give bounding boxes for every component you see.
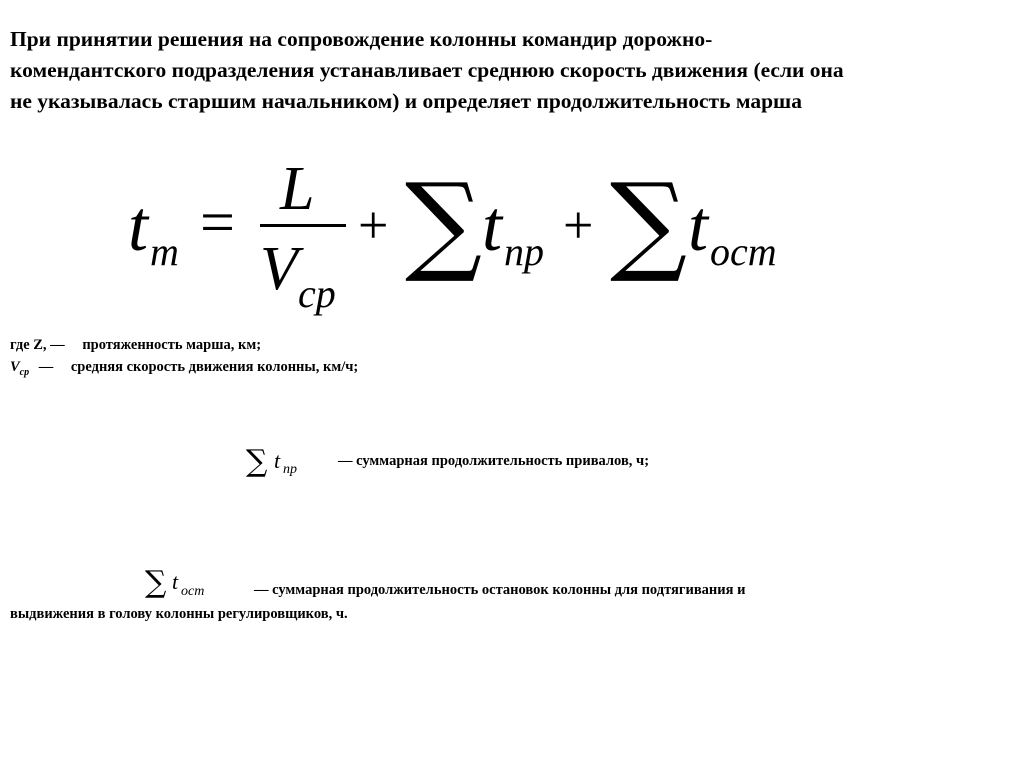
lhs-subscript: m bbox=[150, 229, 179, 274]
definition-rest-sub: пр bbox=[283, 462, 297, 477]
plus-sign-2: + bbox=[563, 195, 594, 255]
numerator-L: L bbox=[280, 155, 315, 223]
term1-t: t bbox=[482, 186, 503, 266]
definition-rest-var: t bbox=[274, 448, 281, 473]
summation-icon: ∑ bbox=[405, 161, 483, 286]
march-duration-formula bbox=[0, 150, 1024, 320]
definition-distance-symbol: где Z, — bbox=[10, 337, 65, 353]
equals-sign: = bbox=[200, 189, 235, 257]
term1-subscript: np bbox=[504, 229, 544, 274]
definition-speed-var: V bbox=[10, 359, 20, 375]
definition-distance bbox=[10, 335, 261, 355]
definition-distance-text: протяженность марша, км; bbox=[82, 337, 262, 353]
definition-stops-var: t bbox=[172, 569, 179, 594]
definition-speed-text: средняя скорость движения колонны, км/ч; bbox=[70, 359, 359, 375]
definition-stops-continued: выдвижения в голову колонны регулировщиков, ч. bbox=[10, 606, 348, 622]
definition-speed-dash: — bbox=[38, 359, 54, 375]
term2-t: t bbox=[688, 186, 709, 266]
definition-speed-sub: cp bbox=[19, 366, 30, 378]
summation-icon: ∑ bbox=[610, 161, 688, 286]
term2-subscript: ocm bbox=[710, 229, 777, 274]
plus-sign-1: + bbox=[358, 195, 389, 255]
lhs-t: t bbox=[128, 186, 149, 266]
definition-stops-text: — суммарная продолжительность остановок колонны для подтягивания и bbox=[254, 582, 746, 598]
definition-speed bbox=[10, 357, 358, 383]
denominator-V: V bbox=[260, 235, 298, 303]
denominator-subscript: cp bbox=[298, 271, 336, 316]
summation-icon: ∑ bbox=[145, 565, 167, 600]
definition-rest-text: — суммарная продолжительность привалов, ч; bbox=[338, 453, 650, 469]
fraction-bar bbox=[260, 224, 346, 227]
summation-icon: ∑ bbox=[246, 444, 268, 479]
intro-paragraph: При принятии решения на сопровождение колонны командир дорожно- комендантского подразделения устанавливает среднюю скорость движения (если она не указывалась старшим начальником) и определяет продолжительность марша bbox=[10, 27, 844, 113]
definition-stops-sub: ост bbox=[181, 584, 205, 599]
